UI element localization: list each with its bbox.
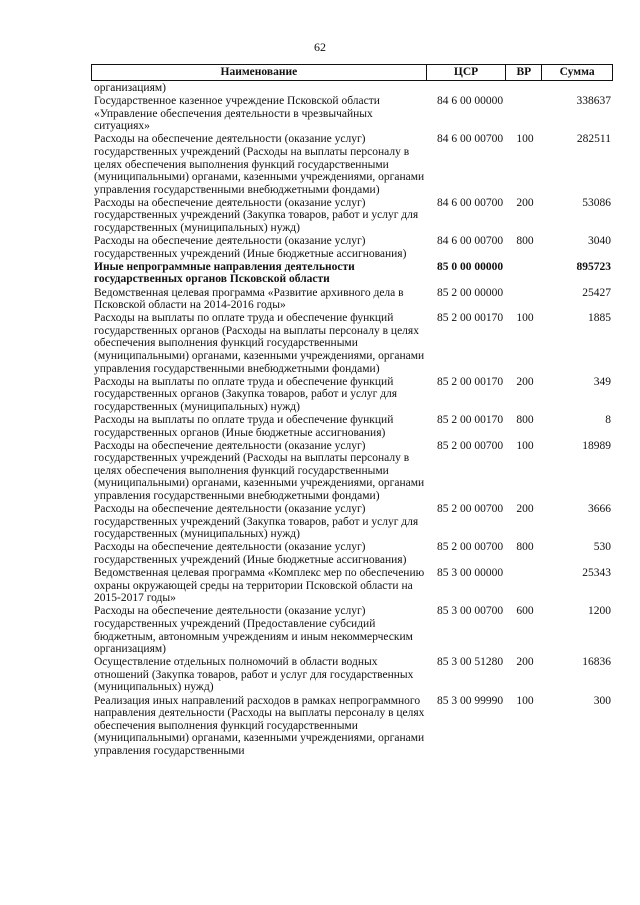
row-name: Расходы на обеспечение деятельности (оказание услуг) государственных учреждений (Расходы на выплаты персоналу в целях обеспечения выполнения функций государственными (муниципальными) органами, казенными учреждениями, органами управления государственными внебюджетными фондами) xyxy=(94,133,425,196)
table-row xyxy=(91,235,613,260)
table-row xyxy=(91,541,613,566)
row-csr: 84 6 00 00000 xyxy=(437,95,504,108)
table-row xyxy=(91,605,613,655)
row-name: Расходы на обеспечение деятельности (оказание услуг) государственных учреждений (Предоставление субсидий бюджетным, автономным учреждениям и иным некоммерческим организациям) xyxy=(94,605,413,656)
row-sum: 25343 xyxy=(582,567,611,580)
row-vr: 200 xyxy=(516,375,534,388)
row-vr xyxy=(507,261,543,286)
table-row xyxy=(91,503,613,541)
table-row xyxy=(91,197,613,235)
row-vr: 800 xyxy=(516,235,534,248)
row-vr xyxy=(507,95,543,133)
row-sum: 282511 xyxy=(576,133,611,146)
row-name: организациям) xyxy=(94,82,166,94)
row-csr: 85 3 00 00000 xyxy=(437,567,504,580)
row-vr xyxy=(507,287,543,312)
row-vr: 200 xyxy=(516,196,534,209)
table-row xyxy=(91,95,613,133)
row-vr: 800 xyxy=(516,541,534,554)
row-vr: 100 xyxy=(516,439,534,452)
table-row xyxy=(91,312,613,375)
row-vr xyxy=(507,567,543,605)
row-name: Расходы на выплаты по оплате труда и обеспечение функций государственных органов (Закупка товаров, работ и услуг для государственных (муниципальных) нужд) xyxy=(94,375,398,413)
header-csr: ЦСР xyxy=(427,65,507,80)
row-name: Осуществление отдельных полномочий в области водных отношений (Закупка товаров, работ и услуг для государственных (муниципальных) нужд) xyxy=(94,656,414,694)
row-sum: 300 xyxy=(593,694,611,707)
row-sum: 16836 xyxy=(582,656,611,669)
row-csr: 85 2 00 00170 xyxy=(437,375,504,388)
table-row xyxy=(91,695,613,758)
row-sum: 25427 xyxy=(582,286,611,299)
row-vr: 200 xyxy=(516,656,534,669)
table-row xyxy=(91,656,613,694)
row-csr: 85 2 00 00170 xyxy=(437,312,504,325)
row-csr: 85 3 00 51280 xyxy=(437,656,504,669)
row-vr: 800 xyxy=(516,413,534,426)
table-row xyxy=(91,287,613,312)
row-name: Расходы на обеспечение деятельности (оказание услуг) государственных учреждений (Закупка товаров, работ и услуг для государственных (муниципальных) нужд) xyxy=(94,196,419,235)
row-csr: 85 3 00 99990 xyxy=(437,694,504,707)
row-csr: 84 6 00 00700 xyxy=(437,196,504,209)
row-csr: 85 0 00 00000 xyxy=(437,260,504,273)
row-sum: 3040 xyxy=(588,235,611,248)
table-row xyxy=(91,82,613,95)
row-csr: 85 2 00 00700 xyxy=(437,503,504,516)
row-name: Расходы на обеспечение деятельности (оказание услуг) государственных учреждений (Закупка товаров, работ и услуг для государственных (муниципальных) нужд) xyxy=(94,503,419,541)
row-name: Расходы на обеспечение деятельности (оказание услуг) государственных учреждений (Расходы на выплаты персоналу в целях обеспечения выполнения функций государственными (муниципальными) органами, казенными учреждениями, органами управления государственными внебюджетными фондами) xyxy=(94,439,425,502)
table-header xyxy=(91,64,613,81)
row-name: Государственное казенное учреждение Псковской области «Управление обеспечения деятельности в чрезвычайных ситуациях» xyxy=(94,95,380,133)
table-row xyxy=(91,376,613,414)
row-name: Иные непрограммные направления деятельности государственных органов Псковской области xyxy=(94,260,355,286)
table-row xyxy=(91,261,613,286)
row-sum: 3666 xyxy=(588,503,611,516)
row-vr: 100 xyxy=(516,694,534,707)
row-csr: 85 3 00 00700 xyxy=(437,605,504,618)
row-vr: 600 xyxy=(516,605,534,618)
row-vr xyxy=(507,82,543,95)
row-name: Расходы на выплаты по оплате труда и обеспечение функций государственных органов (Расходы на выплаты персоналу в целях обеспечения выполнения функций государственными (муниципальными) органами, казенными учреждениями, органами управления государственными внебюджетными фондами) xyxy=(94,312,425,375)
row-csr: 85 2 00 00000 xyxy=(437,286,504,299)
row-sum: 895723 xyxy=(576,260,611,273)
header-name: Наименование xyxy=(92,65,427,80)
row-vr: 100 xyxy=(516,312,534,325)
row-sum: 530 xyxy=(593,541,611,554)
row-name: Реализация иных направлений расходов в рамках непрограммного направления деятельности (Расходы на выплаты персоналу в целях обеспечения выполнения функций государственными (муниципальными) органами, казенными учреждениями, органами управления государственными xyxy=(94,694,425,757)
row-sum: 53086 xyxy=(582,196,611,209)
row-csr xyxy=(427,82,507,95)
row-vr: 100 xyxy=(516,133,534,146)
table-body xyxy=(91,82,613,757)
header-vr: ВР xyxy=(506,65,542,80)
row-sum xyxy=(543,82,613,95)
row-csr: 85 2 00 00170 xyxy=(437,413,504,426)
budget-table xyxy=(91,64,613,758)
row-vr: 200 xyxy=(516,503,534,516)
row-sum: 1885 xyxy=(588,312,611,325)
row-sum: 1200 xyxy=(588,605,611,618)
table-row xyxy=(91,440,613,503)
row-csr: 85 2 00 00700 xyxy=(437,541,504,554)
row-sum: 8 xyxy=(605,413,611,426)
page-number: 62 xyxy=(314,40,326,54)
row-name: Ведомственная целевая программа «Комплекс мер по обеспечению охраны окружающей среды на территории Псковской области на 2015-2017 годы» xyxy=(94,567,425,605)
header-sum: Сумма xyxy=(559,66,595,78)
row-name: Ведомственная целевая программа «Развитие архивного дела в Псковской области на 2014-2016 годы» xyxy=(94,286,404,312)
row-csr: 85 2 00 00700 xyxy=(437,439,504,452)
table-row xyxy=(91,414,613,439)
row-sum: 349 xyxy=(593,375,611,388)
table-row xyxy=(91,567,613,605)
row-name: Расходы на выплаты по оплате труда и обеспечение функций государственных органов (Иные бюджетные ассигнования) xyxy=(94,413,394,439)
row-name: Расходы на обеспечение деятельности (оказание услуг) государственных учреждений (Иные бюджетные ассигнования) xyxy=(94,541,407,566)
row-csr: 84 6 00 00700 xyxy=(437,235,504,248)
row-name: Расходы на обеспечение деятельности (оказание услуг) государственных учреждений (Иные бюджетные ассигнования) xyxy=(94,235,407,260)
table-row xyxy=(91,133,613,196)
row-sum: 18989 xyxy=(582,439,611,452)
row-csr: 84 6 00 00700 xyxy=(437,133,504,146)
row-sum: 338637 xyxy=(576,95,611,108)
